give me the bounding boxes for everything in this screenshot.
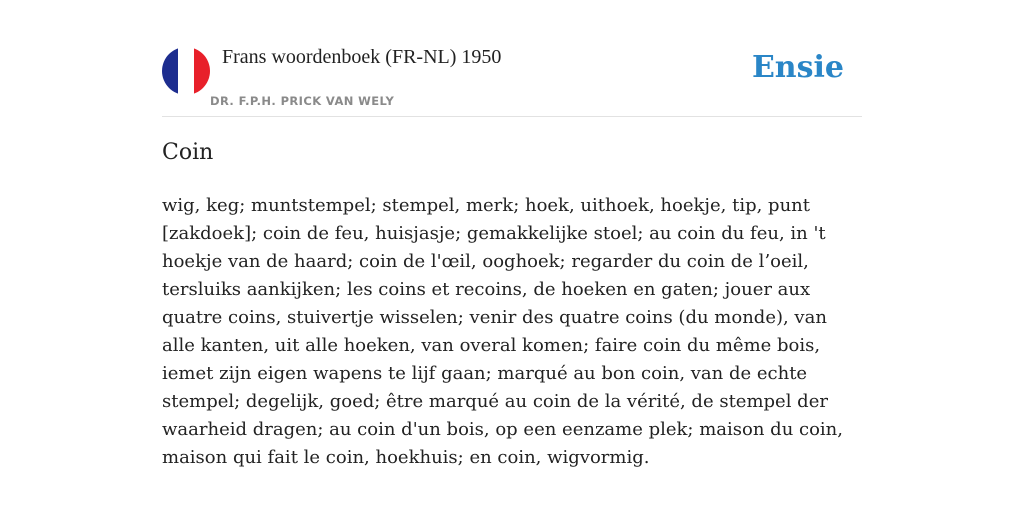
entry-headword: Coin — [162, 140, 214, 165]
dictionary-title: Frans woordenboek (FR-NL) 1950 — [222, 46, 502, 68]
entry-definition: wig, keg; muntstempel; stempel, merk; hoek, uithoek, hoekje, tip, punt [zakdoek]; coin de feu, huisjasje; gemakkelijke stoel; au coin du feu, in 't hoekje van de haard; coin de l'œil, ooghoek; regarder du coin de l’oeil, tersluiks aankijken; les coins et recoins, de hoeken en gaten; jouer aux quatre coins, stuivertje wisselen; venir des quatre coins (du monde), van alle kanten, uit alle hoeken, van overal komen; faire coin du même bois, iemet zijn eigen wapens te lijf gaan; marqué au bon coin, van de echte stempel; degelijk, goed; être marqué au coin de la vérité, de stempel der waarheid dragen; au coin d'un bois, op een eenzame plek; maison du coin, maison qui fait le coin, hoekhuis; en coin, wigvormig. — [162, 195, 843, 468]
dictionary-card — [162, 0, 862, 468]
ensie-logo[interactable]: Ensie — [751, 50, 844, 85]
dictionary-header — [162, 0, 862, 117]
french-flag-icon — [162, 47, 210, 95]
dictionary-author: DR. F.P.H. PRICK VAN WELY — [210, 94, 395, 108]
